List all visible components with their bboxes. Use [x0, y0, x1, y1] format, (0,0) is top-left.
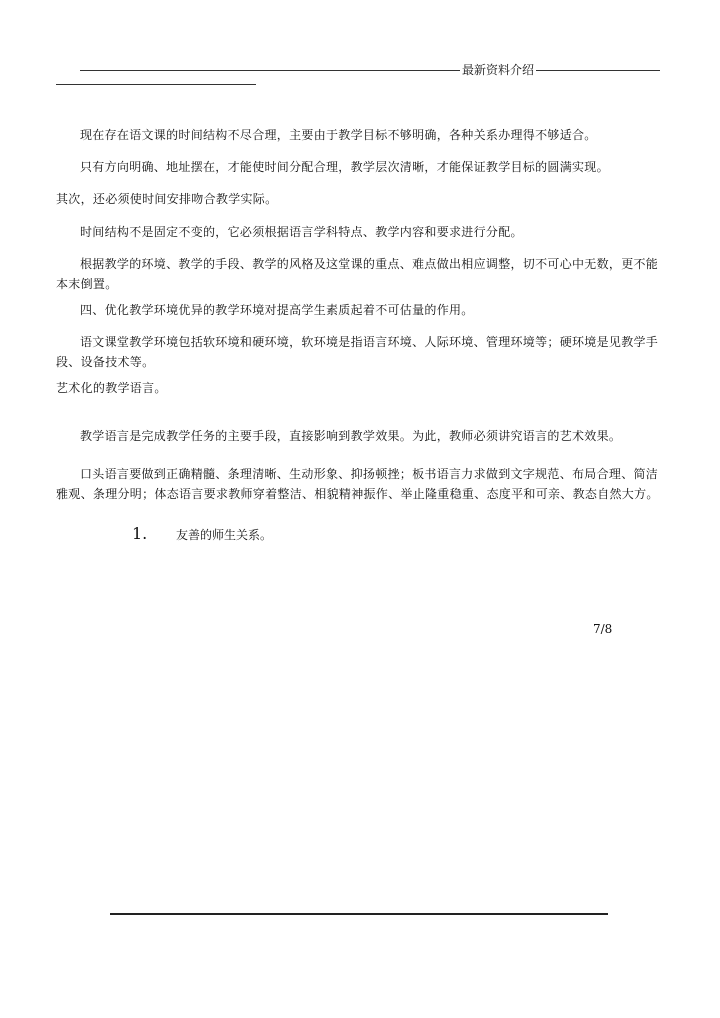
paragraph-9: 教学语言是完成教学任务的主要手段，直接影响到教学效果。为此，教师必须讲究语言的艺术效果。 [80, 429, 622, 443]
paragraph-5: 根据教学的环境、教学的手段、教学的风格及这堂课的重点、难点做出相应调整，切不可心中无数，更不能本末倒置。 [56, 257, 659, 291]
paragraph-7: 语文课堂教学环境包括软环境和硬环境，软环境是指语言环境、人际环境、管理环境等；硬环境是见教学手段、设备技术等。 [56, 335, 659, 369]
page-number: 7/8 [593, 622, 613, 636]
paragraph-2: 只有方向明确、地址摆在，才能使时间分配合理，教学层次清晰，才能保证教学目标的圆满实现。 [80, 160, 609, 174]
paragraph-3: 其次，还必须使时间安排吻合教学实际。 [56, 192, 278, 206]
paragraph-1: 现在存在语文课的时间结构不尽合理，主要由于教学目标不够明确，各种关系办理得不够适合。 [80, 128, 597, 142]
header-rule-right [536, 70, 660, 71]
paragraph-8: 艺术化的教学语言。 [56, 381, 167, 395]
list-item-text: 友善的师生关系。 [176, 528, 273, 542]
header-rule-left [80, 70, 460, 71]
paragraph-4: 时间结构不是固定不变的，它必须根据语言学科特点、教学内容和要求进行分配。 [80, 225, 523, 239]
header-rule-second [56, 84, 256, 85]
paragraph-6: 四、优化教学环境优异的教学环境对提高学生素质起着不可估量的作用。 [80, 303, 474, 317]
list-item [132, 524, 272, 545]
list-item-number: 1. [132, 524, 148, 543]
header-title: 最新资料介绍 [462, 63, 535, 77]
paragraph-10: 口头语言要做到正确精髓、条理清晰、生动形象、抑扬顿挫；板书语言力求做到文字规范、布局合理、简洁雅观、条理分明；体态语言要求教师穿着整洁、相貌精神振作、举止隆重稳重、态度平和可亲、教态自然大方。 [56, 467, 659, 501]
footer-rule [110, 913, 608, 915]
